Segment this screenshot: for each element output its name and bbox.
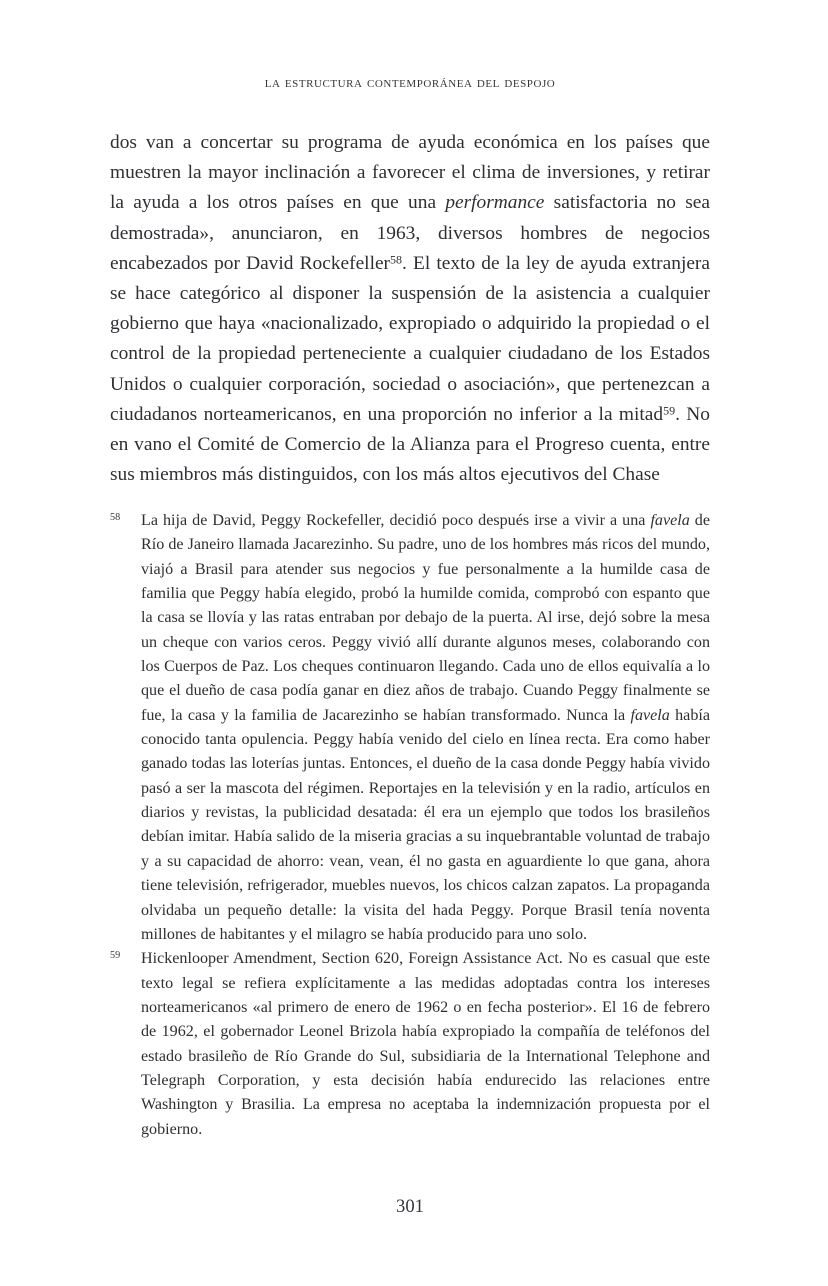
footnote-text-58: La hija de David, Peggy Rockefeller, decidió poco después irse a vivir a una favela de Río de Janeiro llamada Jacarezinho. Su padre, uno de los hombres más ricos del mundo, viajó a Brasil para atender sus negocios y fue personalmente a la humilde casa de familia que Peggy había elegido, probó la humilde comida, comprobó con espanto que la casa se llovía y las ratas entraban por debajo de la puerta. Al irse, dejó sobre la mesa un cheque con varios ceros. Peggy vivió allí durante algunos meses, colaborando con los Cuerpos de Paz. Los cheques continuaron llegando. Cada uno de ellos equivalía a lo que el dueño de casa podía ganar en diez años de trabajo. Cuando Peggy finalmente se fue, la casa y la familia de Jacarezinho se habían transformado. Nunca la favela había conocido tanta opulencia. Peggy había venido del cielo en línea recta. Era como haber ganado todas las loterías juntas. Entonces, el dueño de la casa donde Peggy había vivido pasó a ser la mascota del régimen. Reportajes en la televisión y en la radio, artículos en diarios y revistas, la publicidad desatada: él era un ejemplo que todos los brasileños debían imitar. Había salido de la miseria gracias a su inquebrantable voluntad de trabajo y a su capacidad de ahorro: vean, vean, él no gasta en aguardiente lo que gana, ahora tiene televisión, refrigerador, muebles nuevos, los chicos calzan zapatos. La propaganda olvidaba un pequeño detalle: la visita del hada Peggy. Porque Brasil tenía noventa millones de habitantes y el milagro se había producido para uno solo. [141,512,710,943]
footnotes-block [110,509,710,1142]
footnote-marker-59: 59 [110,950,121,962]
body-text-block [110,128,710,490]
page-number: 301 [396,1196,424,1217]
body-paragraph: dos van a concertar su programa de ayuda económica en los países que muestren la mayor inclinación a favorecer el clima de inversiones, y retirar la ayuda a los otros países en que una performance satisfactoria no sea demostrada», anunciaron, en 1963, diversos hombres de negocios encabezados por David Rockefeller$^{58}$. El texto de la ley de ayuda extranjera se hace categórico al disponer la suspensión de la asistencia a cualquier gobierno que haya «nacionalizado, expropiado o adquirido la propiedad o el control de la propiedad perteneciente a cualquier ciudadano de los Estados Unidos o cualquier corporación, sociedad o asociación», que pertenezcan a ciudadanos norteamericanos, en una proporción no inferior a la mitad$^{59}$. No en vano el Comité de Comercio de la Alianza para el Progreso cuenta, entre sus miembros más distinguidos, con los más altos ejecutivos del Chase [110,132,711,486]
running-head: la estructura contemporánea del despojo [264,74,556,91]
footnote-marker-58: 58 [110,512,121,523]
footnote-text-59: Hickenlooper Amendment, Section 620, Foreign Assistance Act. No es casual que este texto legal se refiera explícitamente a las medidas adoptadas contra los intereses norteamericanos «al primero de enero de 1962 o en fecha posterior». El 16 de febrero de 1962, el gobernador Leonel Brizola había expropiado la compañía de teléfonos del estado brasileño de Río Grande do Sul, subsidiaria de la International Telephone and Telegraph Corporation, y esta decisión había endurecido las relaciones entre Washington y Brasilia. La empresa no aceptaba la indemnización propuesta por el gobierno. [141,950,710,1138]
footnote-59 [110,947,710,1142]
footnote-58 [110,509,710,947]
